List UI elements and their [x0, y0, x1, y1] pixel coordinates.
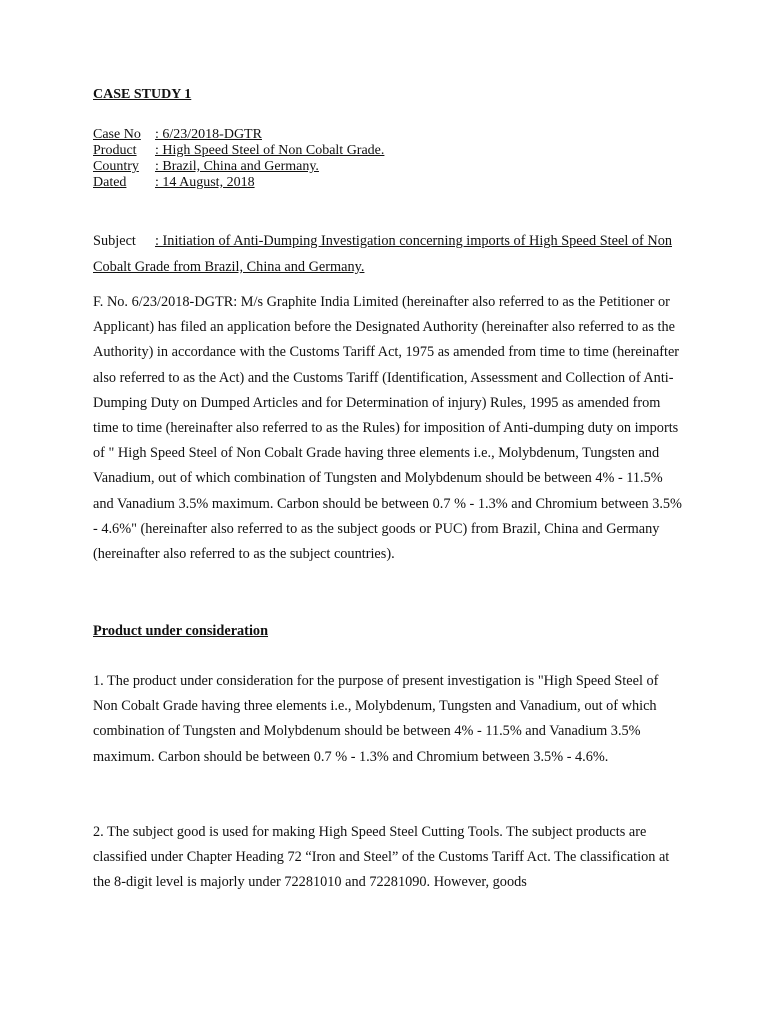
subject-line	[93, 228, 683, 280]
subject-value: : Initiation of Anti-Dumping Investigation concerning imports of High Speed Steel of Non Cobalt Grade from Brazil, China and Germany.	[93, 233, 672, 275]
meta-key: Dated	[93, 175, 127, 190]
meta-value: : Brazil, China and Germany.	[155, 159, 319, 174]
document-title: CASE STUDY 1	[93, 87, 192, 102]
intro-paragraph: F. No. 6/23/2018-DGTR: M/s Graphite India Limited (hereinafter also referred to as the Petitioner or Applicant) has filed an application before the Designated Authority (hereinafter also referred to as the Authority) in accordance with the Customs Tariff Act, 1975 as amended from time to time (hereinafter also referred to as the Act) and the Customs Tariff (Identification, Assessment and Collection of Anti-Dumping Duty on Dumped Articles and for Determination of injury) Rules, 1995 as amended from time to time (hereinafter also referred to as the Rules) for imposition of Anti-dumping duty on imports of " High Speed Steel of Non Cobalt Grade having three elements i.e., Molybdenum, Tungsten and Vanadium, out of which combination of Tungsten and Molybdenum should be between 4% - 11.5% and Vanadium 3.5% maximum. Carbon should be between 0.7 % - 1.3% and Chromium between 3.5% - 4.6%" (hereinafter also referred to as the subject goods or PUC) from Brazil, China and Germany (hereinafter also referred to as the subject countries).	[93, 294, 682, 563]
meta-value: : High Speed Steel of Non Cobalt Grade.	[155, 143, 385, 158]
case-metadata	[93, 127, 384, 191]
paragraph-2: 2. The subject good is used for making High Speed Steel Cutting Tools. The subject products are classified under Chapter Heading 72 “Iron and Steel” of the Customs Tariff Act. The classification at the 8-digit level is majorly under 72281010 and 72281090. However, goods	[93, 824, 670, 891]
paragraph-1: 1. The product under consideration for the purpose of present investigation is "High Speed Steel of Non Cobalt Grade having three elements i.e., Molybdenum, Tungsten and Vanadium, out of which combination of Tungsten and Molybdenum should be between 4% - 11.5% and Vanadium 3.5% maximum. Carbon should be between 0.7 % - 1.3% and Chromium between 3.5% - 4.6%.	[93, 673, 659, 765]
meta-key: Product	[93, 143, 137, 158]
meta-row-product	[93, 143, 384, 159]
meta-row-country	[93, 159, 384, 175]
section-heading: Product under consideration	[93, 623, 269, 639]
meta-value: : 14 August, 2018	[155, 175, 255, 190]
meta-row-case-no	[93, 127, 384, 143]
meta-key: Case No	[93, 127, 141, 142]
subject-key: Subject	[93, 233, 136, 249]
meta-row-dated	[93, 175, 384, 191]
meta-value: : 6/23/2018-DGTR	[155, 127, 262, 142]
meta-key: Country	[93, 159, 139, 174]
